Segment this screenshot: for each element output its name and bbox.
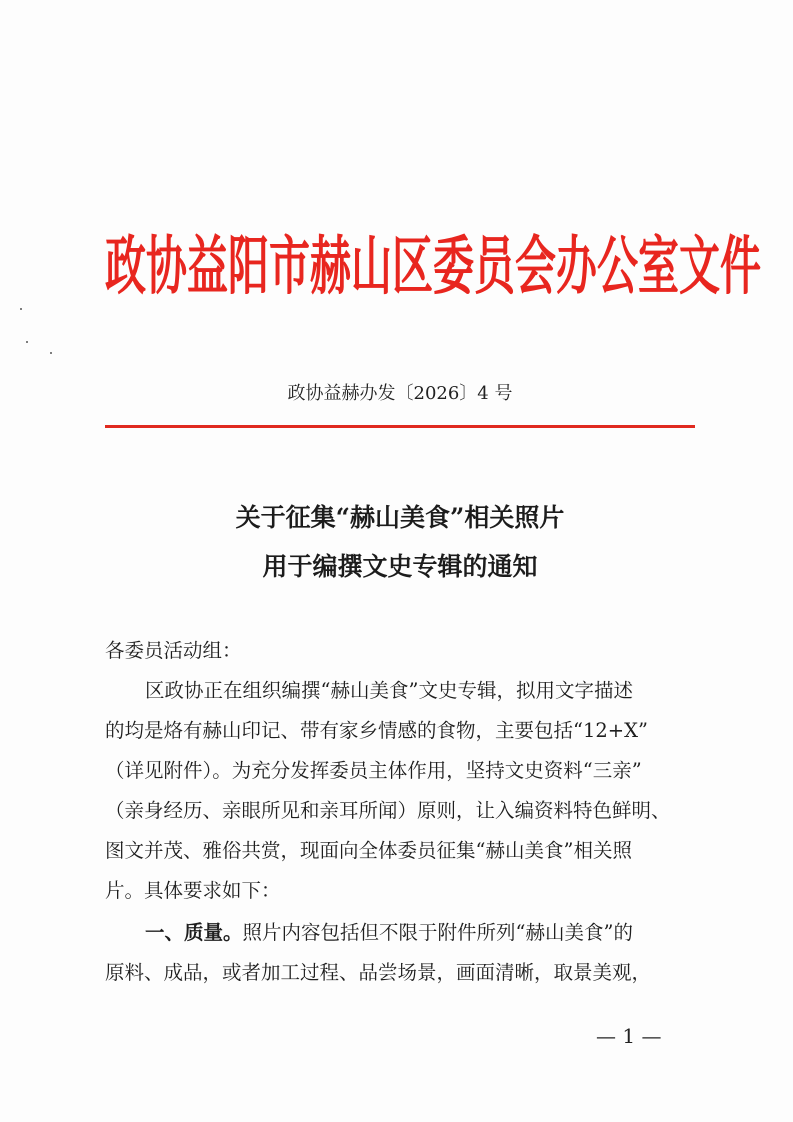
section-heading-quality: 一、质量。 [145,921,243,944]
page-number: — 1 — [596,1024,662,1048]
red-separator-line [105,425,695,428]
salutation: 各委员活动组： [105,639,242,662]
scan-speck [50,352,52,354]
paragraph-2-line-1 [145,918,705,948]
paragraph-1-line-2: 的均是烙有赫山印记、带有家乡情感的食物，主要包括“12+X” [105,719,648,742]
issuing-authority-title: 政协益阳市赫山区委员会办公室文件 [105,229,761,304]
paragraph-1-line-1: 区政协正在组织编撰“赫山美食”文史专辑，拟用文字描述 [145,679,633,702]
paragraph-2-line-2: 原料、成品，或者加工过程、品尝场景，画面清晰，取景美观， [105,961,652,984]
paragraph-1-line-3: （详见附件）。为充分发挥委员主体作用，坚持文史资料“三亲” [105,759,642,782]
paragraph-2-line-1-text: 照片内容包括但不限于附件所列“赫山美食”的 [242,921,633,944]
notice-title-line-2: 用于编撰文史专辑的通知 [262,552,538,581]
scan-speck [20,308,22,310]
scan-speck [26,341,28,343]
paragraph-1-line-5: 图文并茂、雅俗共赏，现面向全体委员征集“赫山美食”相关照 [105,839,632,862]
document-number: 政协益赫办发〔2026〕4 号 [287,383,513,404]
notice-title-line-1: 关于征集“赫山美食”相关照片 [235,503,565,532]
paragraph-1-line-6: 片。具体要求如下： [105,879,281,902]
paragraph-1-line-4: （亲身经历、亲眼所见和亲耳所闻）原则，让入编资料特色鲜明、 [105,799,671,822]
